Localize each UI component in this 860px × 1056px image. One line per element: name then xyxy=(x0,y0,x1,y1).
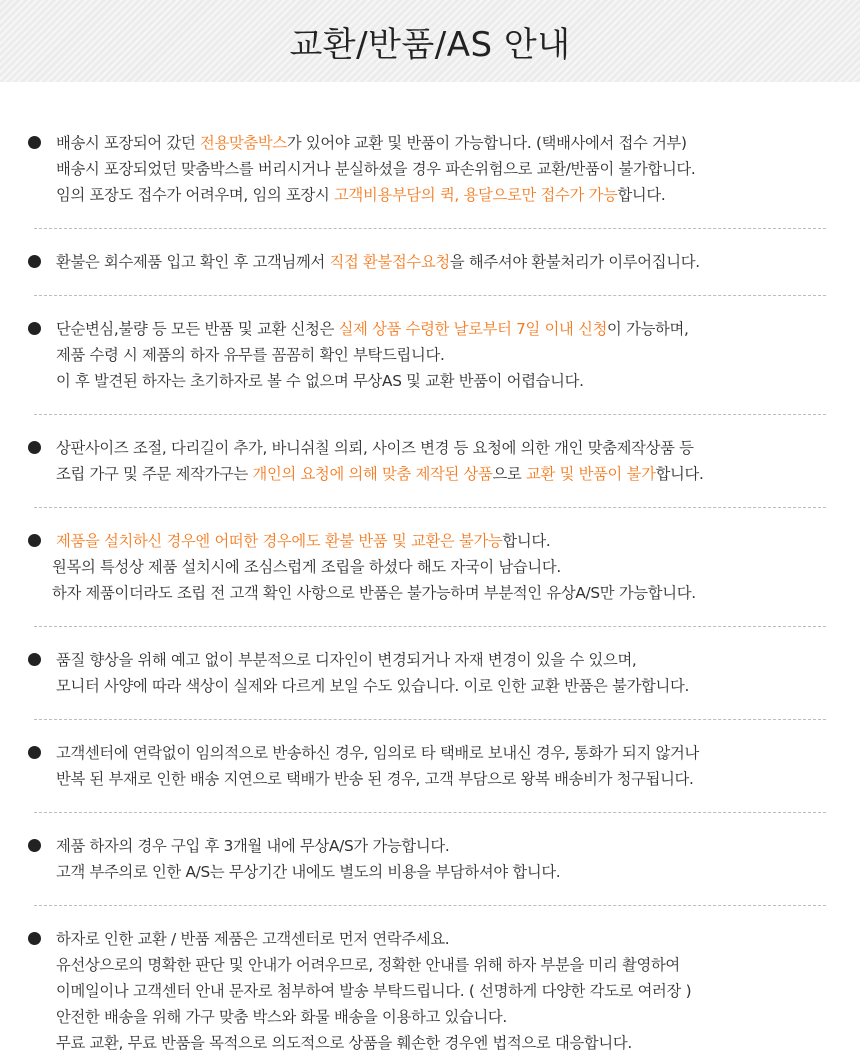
notice-line xyxy=(56,647,826,673)
notice-text: 모니터 사양에 따라 색상이 실제와 다르게 보일 수도 있습니다. 이로 인한 교환 반품은 불가합니다. xyxy=(56,677,690,695)
notice-text: 제품 수령 시 제품의 하자 유무를 꼼꼼히 확인 부탁드립니다. xyxy=(56,346,445,364)
notice-item xyxy=(34,249,826,275)
notice-line xyxy=(56,156,826,182)
bullet-icon xyxy=(28,932,41,945)
highlight-text: 실제 상품 수령한 날로부터 7일 이내 신청 xyxy=(338,320,608,338)
dashed-divider xyxy=(34,295,826,296)
notice-line xyxy=(56,342,826,368)
notice-line xyxy=(56,766,826,792)
notice-line xyxy=(56,130,826,156)
notice-line xyxy=(56,926,826,952)
notice-line xyxy=(56,249,826,275)
notice-line xyxy=(56,316,826,342)
notice-text: 이 가능하며, xyxy=(607,320,689,338)
bullet-icon xyxy=(28,839,41,852)
notice-text: 이메일이나 고객센터 안내 문자로 첨부하여 발송 부탁드립니다. ( 선명하게 다양한 각도로 여러장 ) xyxy=(56,982,692,1000)
notice-item xyxy=(34,926,826,1056)
notice-text: 품질 향상을 위해 예고 없이 부분적으로 디자인이 변경되거나 자재 변경이 있을 수 있으며, xyxy=(56,651,637,669)
notice-text: 배송시 포장되었던 맞춤박스를 버리시거나 분실하셨을 경우 파손위험으로 교환/반품이 불가합니다. xyxy=(56,160,696,178)
dashed-divider xyxy=(34,228,826,229)
bullet-icon xyxy=(28,441,41,454)
notice-text: 원목의 특성상 제품 설치시에 조심스럽게 조립을 하셨다 해도 자국이 남습니다. xyxy=(52,558,561,576)
notice-line xyxy=(56,952,826,978)
dashed-divider xyxy=(34,414,826,415)
notice-text: 유선상으로의 명확한 판단 및 안내가 어려우므로, 정확한 안내를 위해 하자 부분을 미리 촬영하여 xyxy=(56,956,680,974)
notice-item xyxy=(34,833,826,885)
notice-line xyxy=(52,554,826,580)
highlight-text: 개인의 요청에 의해 맞춤 제작된 상품 xyxy=(252,465,493,483)
notice-line xyxy=(56,673,826,699)
highlight-text: 직접 환불접수요청 xyxy=(329,253,450,271)
notice-item xyxy=(34,528,826,606)
bullet-icon xyxy=(28,322,41,335)
notice-text: 가 있어야 교환 및 반품이 가능합니다. (택배사에서 접수 거부) xyxy=(286,134,687,152)
notice-item xyxy=(34,647,826,699)
notice-text: 배송시 포장되어 갔던 xyxy=(56,134,200,152)
notice-item xyxy=(34,740,826,792)
notice-text: 임의 포장도 접수가 어려우며, 임의 포장시 xyxy=(56,186,335,204)
dashed-divider xyxy=(34,507,826,508)
notice-line xyxy=(56,368,826,394)
notice-text: 합니다. xyxy=(502,532,551,550)
notice-text: 고객센터에 연락없이 임의적으로 반송하신 경우, 임의로 타 택배로 보내신 경우, 통화가 되지 않거나 xyxy=(56,744,699,762)
bullet-icon xyxy=(28,653,41,666)
notice-text: 반복 된 부재로 인한 배송 지연으로 택배가 반송 된 경우, 고객 부담으로 왕복 배송비가 청구됩니다. xyxy=(56,770,694,788)
dashed-divider xyxy=(34,719,826,720)
notice-text: 상판사이즈 조절, 다리길이 추가, 바니쉬칠 의뢰, 사이즈 변경 등 요청에 의한 개인 맞춤제작상품 등 xyxy=(56,439,694,457)
notice-item xyxy=(34,316,826,394)
notice-line xyxy=(56,435,826,461)
highlight-text: 교환 및 반품이 불가 xyxy=(526,465,656,483)
notice-text: 무료 교환, 무료 반품을 목적으로 의도적으로 상품을 훼손한 경우엔 법적으로 대응합니다. xyxy=(56,1034,632,1052)
notice-line xyxy=(56,182,826,208)
notice-text: 단순변심,불량 등 모든 반품 및 교환 신청은 xyxy=(56,320,339,338)
notice-text: 합니다. xyxy=(617,186,666,204)
header-banner xyxy=(0,0,860,82)
notice-line xyxy=(56,461,826,487)
notice-line xyxy=(56,833,826,859)
notice-text: 합니다. xyxy=(655,465,704,483)
notice-text: 제품 하자의 경우 구입 후 3개월 내에 무상A/S가 가능합니다. xyxy=(56,837,450,855)
page-title: 교환/반품/AS 안내 xyxy=(289,24,571,65)
notice-item xyxy=(34,130,826,208)
notice-line xyxy=(56,740,826,766)
bullet-icon xyxy=(28,136,41,149)
notice-text: 으로 xyxy=(492,465,527,483)
notice-text: 을 해주셔야 환불처리가 이루어집니다. xyxy=(449,253,700,271)
notice-text: 고객 부주의로 인한 A/S는 무상기간 내에도 별도의 비용을 부담하셔야 합니다. xyxy=(56,863,561,881)
notice-text: 하자로 인한 교환 / 반품 제품은 고객센터로 먼저 연락주세요. xyxy=(56,930,450,948)
dashed-divider xyxy=(34,812,826,813)
bullet-icon xyxy=(28,534,41,547)
notice-line xyxy=(56,978,826,1004)
notice-list xyxy=(0,82,860,1056)
highlight-text: 전용맞춤박스 xyxy=(199,134,287,152)
notice-text: 조립 가구 및 주문 제작가구는 xyxy=(56,465,253,483)
notice-text: 하자 제품이더라도 조립 전 고객 확인 사항으로 반품은 불가능하며 부분적인 유상A/S만 가능합니다. xyxy=(52,584,696,602)
notice-line xyxy=(56,528,826,554)
notice-text: 안전한 배송을 위해 가구 맞춤 박스와 화물 배송을 이용하고 있습니다. xyxy=(56,1008,507,1026)
notice-line xyxy=(56,859,826,885)
notice-text: 이 후 발견된 하자는 초기하자로 볼 수 없으며 무상AS 및 교환 반품이 어렵습니다. xyxy=(56,372,584,390)
notice-text: 환불은 회수제품 입고 확인 후 고객님께서 xyxy=(56,253,330,271)
dashed-divider xyxy=(34,905,826,906)
highlight-text: 제품을 설치하신 경우엔 어떠한 경우에도 환불 반품 및 교환은 불가능 xyxy=(56,532,503,550)
highlight-text: 고객비용부담의 퀵, 용달으로만 접수가 가능 xyxy=(334,186,618,204)
bullet-icon xyxy=(28,255,41,268)
notice-line xyxy=(56,1004,826,1030)
bullet-icon xyxy=(28,746,41,759)
notice-item xyxy=(34,435,826,487)
notice-line xyxy=(56,1030,826,1056)
dashed-divider xyxy=(34,626,826,627)
notice-line xyxy=(52,580,826,606)
